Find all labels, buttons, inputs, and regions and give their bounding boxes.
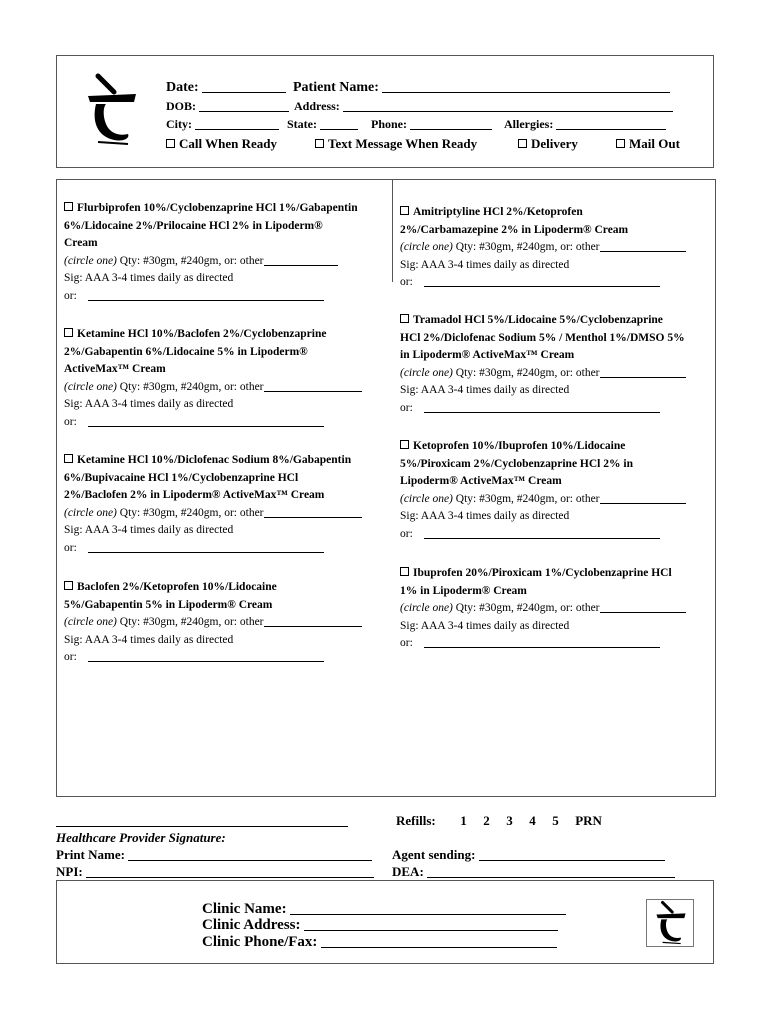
refill-option[interactable]: 1 <box>460 813 467 828</box>
patient-name-label: Patient Name: <box>293 80 379 95</box>
rx-item[interactable]: Amitriptyline HCl 2%/Ketoprofen 2%/Carbamazepine 2% in Lipoderm® Cream (circle one) Qty: #30gm, #240gm, or: other Sig: AAA 3-4 times daily as directed or: <box>400 204 712 292</box>
rx-item[interactable]: Ketoprofen 10%/Ibuprofen 10%/Lidocaine 5%/Piroxicam 2%/Cyclobenzaprine HCl 2% in Lipoderm® ActiveMax™ Cream (circle one) Qty: #30gm, #240gm, or: other Sig: AAA 3-4 times daily as directed or: <box>400 438 712 543</box>
clinic-address-field[interactable]: Clinic Address: <box>202 916 558 934</box>
phone-label: Phone: <box>371 117 407 131</box>
city-label: City: <box>166 117 192 131</box>
allergies-field[interactable] <box>504 117 666 132</box>
clinic-phone-field[interactable]: Clinic Phone/Fax: <box>202 933 557 951</box>
patient-name-field[interactable] <box>293 80 670 96</box>
clinic-name-field[interactable]: Clinic Name: <box>202 900 566 918</box>
dea-field[interactable]: DEA: <box>392 864 675 880</box>
date-field[interactable] <box>166 80 286 96</box>
dob-field[interactable] <box>166 99 289 114</box>
rx-item[interactable]: Ketamine HCl 10%/Baclofen 2%/Cyclobenzaprine 2%/Gabapentin 6%/Lidocaine 5% in Lipoderm® ActiveMax™ Cream (circle one) Qty: #30gm, #240gm, or: other Sig: AAA 3-4 times daily as directed or: <box>64 326 394 431</box>
allergies-label: Allergies: <box>504 117 554 131</box>
mortar-pestle-icon <box>84 72 140 148</box>
mortar-pestle-icon <box>646 899 694 947</box>
city-field[interactable] <box>166 117 279 132</box>
rx-item[interactable]: Tramadol HCl 5%/Lidocaine 5%/Cyclobenzaprine HCl 2%/Diclofenac Sodium 5% / Menthol 1%/DMSO 5% in Lipoderm® ActiveMax™ Cream (circle one) Qty: #30gm, #240gm, or: other Sig: AAA 3-4 times daily as directed or: <box>400 314 685 414</box>
state-label: State: <box>287 117 317 131</box>
date-label: Date: <box>166 80 199 95</box>
refill-option[interactable]: 2 <box>483 813 490 828</box>
rx-item[interactable]: Ketamine HCl 10%/Diclofenac Sodium 8%/Gabapentin 6%/Bupivacaine HCl 1%/Cyclobenzaprine HCl 2%/Baclofen 2% in Lipoderm® ActiveMax™ Cream (circle one) Qty: #30gm, #240gm, or: other Sig: AAA 3-4 times daily as directed or: <box>64 452 394 557</box>
refill-option[interactable]: 5 <box>552 813 559 828</box>
refill-option[interactable]: 3 <box>506 813 513 828</box>
refills-field[interactable]: Refills: 1 2 3 4 5 PRN <box>396 813 602 828</box>
text-message-checkbox[interactable]: Text Message When Ready <box>315 136 477 152</box>
rx-item[interactable]: Ibuprofen 20%/Piroxicam 1%/Cyclobenzaprine HCl 1% in Lipoderm® Cream (circle one) Qty: #30gm, #240gm, or: other Sig: AAA 3-4 times daily as directed or: <box>400 565 712 653</box>
address-field[interactable] <box>294 99 673 114</box>
mail-out-checkbox[interactable]: Mail Out <box>616 136 680 152</box>
delivery-checkbox[interactable]: Delivery <box>518 136 578 152</box>
rx-item[interactable]: Flurbiprofen 10%/Cyclobenzaprine HCl 1%/Gabapentin 6%/Lidocaine 2%/Prilocaine HCl 2% in Lipoderm® Cream (circle one) Qty: #30gm, #240gm, or: other Sig: AAA 3-4 times daily as directed or: <box>64 202 358 302</box>
signature-label: Healthcare Provider Signature: <box>56 830 226 845</box>
dob-label: DOB: <box>166 99 196 113</box>
refill-option[interactable]: 4 <box>529 813 536 828</box>
agent-sending-field[interactable]: Agent sending: <box>392 847 665 863</box>
phone-field[interactable] <box>371 117 492 132</box>
signature-line[interactable] <box>56 826 348 827</box>
refill-option[interactable]: PRN <box>575 813 602 828</box>
npi-field[interactable]: NPI: <box>56 864 374 880</box>
call-when-ready-checkbox[interactable]: Call When Ready <box>166 136 277 152</box>
print-name-field[interactable]: Print Name: <box>56 847 372 863</box>
state-field[interactable] <box>287 117 358 132</box>
address-label: Address: <box>294 99 340 113</box>
rx-item[interactable]: Baclofen 2%/Ketoprofen 10%/Lidocaine 5%/Gabapentin 5% in Lipoderm® Cream (circle one) Qty: #30gm, #240gm, or: other Sig: AAA 3-4 times daily as directed or: <box>64 579 394 667</box>
